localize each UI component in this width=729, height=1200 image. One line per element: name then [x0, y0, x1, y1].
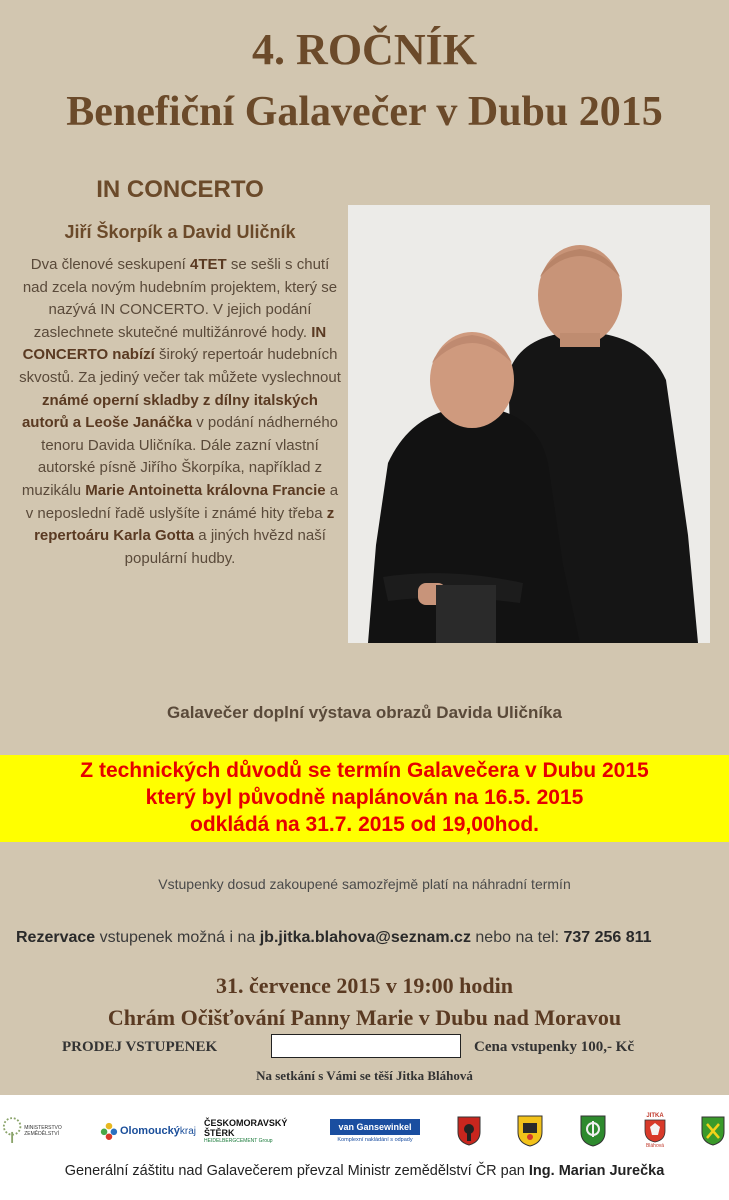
- notice-line: odkládá na 31.7. 2015 od 19,00hod.: [190, 813, 539, 836]
- shield-icon: [644, 1119, 666, 1143]
- desc-bold: známé operní skladby z dílny italských autorů a Leoše Janáčka: [21, 391, 318, 432]
- kraj-text: kraj: [179, 1125, 196, 1137]
- patron-name: Ing. Marian Jurečka: [528, 1163, 665, 1179]
- reservation-text: vstupenek možná i na: [95, 929, 260, 946]
- desc-bold: z repertoáru Karla Gotta: [34, 504, 335, 545]
- cesko-line2: ŠTĚRK: [204, 1128, 235, 1138]
- cesko-line1: ČESKOMORAVSKÝ: [204, 1118, 288, 1128]
- patronage-text: Generální záštitu nad Galavečerem převzal Ministr zemědělství ČR pan: [64, 1163, 529, 1179]
- event-venue: Chrám Očišťování Panny Marie v Dubu nad Moravou: [107, 1005, 622, 1030]
- ministry-logo: [2, 1109, 92, 1153]
- ticket-sale-label: PRODEJ VSTUPENEK: [62, 1039, 218, 1055]
- desc-bold: IN CONCERTO nabízí: [22, 323, 327, 364]
- ministry-text: MINISTERSTVO ZEMĚDĚLSTVÍ: [24, 1125, 62, 1137]
- tree-icon: [2, 1116, 22, 1146]
- exhibition-note: Galavečer doplní výstava obrazů Davida Uličníka: [167, 703, 562, 722]
- performers-illustration: [348, 205, 710, 643]
- ceskomoravsky-sterk-logo: [204, 1109, 288, 1153]
- coat-of-arms-2: [515, 1109, 545, 1153]
- desc-text: a v neposlední řadě uslyšíte i známé hity třeba: [25, 481, 339, 522]
- coat-of-arms-1: [455, 1109, 483, 1153]
- jitka-blahova-logo: [638, 1109, 672, 1153]
- email-link[interactable]: jb.jitka.blahova@seznam.cz: [259, 929, 471, 946]
- ticket-validity: Vstupenky dosud zakoupené samozřejmě platí na náhradní termín: [158, 876, 571, 892]
- event-date: 31. července 2015 v 19:00 hodin: [216, 973, 513, 998]
- sponsor-logos: [0, 1103, 729, 1159]
- jitka-sub: Bláhová: [645, 1143, 665, 1149]
- greeting: Na setkání s Vámi se těší Jitka Bláhová: [256, 1068, 473, 1083]
- performers-photo: [348, 205, 710, 643]
- van-gansewinkel-logo: [320, 1109, 430, 1153]
- ticket-sale-box: [271, 1034, 461, 1058]
- desc-bold: 4TET: [190, 256, 227, 273]
- desc-text: v podání nádherného tenoru Davida Uličníka. Dále zazní vlastní autorské písně Jiřího Škorpíka, například z muzikálu: [21, 414, 339, 499]
- shield-icon: [580, 1115, 606, 1147]
- event-title: Benefiční Galavečer v Dubu 2015: [66, 89, 663, 135]
- desc-text: Dva členové seskupení: [30, 256, 191, 273]
- performers: Jiří Škorpík a David Uličník: [64, 222, 296, 242]
- patronage-footer: [0, 1163, 729, 1179]
- postponement-banner: [0, 755, 729, 842]
- gansewinkel-name: van Gansewinkel: [330, 1119, 419, 1135]
- gansewinkel-sub: Komplexní nakládání s odpady: [337, 1137, 413, 1143]
- coat-of-arms-3: [578, 1109, 608, 1153]
- edition-title: 4. ROČNÍK: [252, 25, 477, 74]
- olomoucky-text: Olomoucký: [119, 1125, 180, 1137]
- phone-number: 737 256 811: [563, 929, 652, 946]
- desc-text: se sešli s chutí nad zcela novým hudebním projektem, který se nazývá IN CONCERTO. V jejich podání zaslechnete skutečné multižánrové hody.: [22, 256, 338, 341]
- shield-icon: [517, 1115, 543, 1147]
- reservation-label: Rezervace: [16, 929, 96, 946]
- reservation-line: [16, 929, 652, 947]
- olomoucky-kraj-logo: [100, 1109, 196, 1153]
- desc-text: široký repertoár hudebních skvostů. Za jediný večer tak můžete vyslechnout: [19, 346, 341, 386]
- desc-bold: Marie Antoinetta královna Francie: [85, 481, 326, 499]
- coat-of-arms-4: [700, 1109, 726, 1153]
- flower-icon: [100, 1120, 118, 1142]
- ticket-price: Cena vstupenky 100,- Kč: [474, 1039, 635, 1055]
- notice-line: Z technických důvodů se termín Galavečera v Dubu 2015: [80, 759, 649, 782]
- shield-icon: [457, 1116, 481, 1146]
- notice-line: který byl původně naplánován na 16.5. 2015: [145, 786, 584, 809]
- jitka-word: JITKA: [646, 1113, 664, 1119]
- cesko-line3: HEIDELBERGCEMENT Group: [204, 1138, 273, 1144]
- shield-icon: [701, 1116, 725, 1146]
- concert-description: [18, 254, 342, 570]
- desc-text: a jiných hvězd naší populární hudby.: [124, 527, 326, 567]
- phone-text: nebo na tel:: [470, 929, 564, 946]
- concert-heading: IN CONCERTO: [96, 176, 264, 203]
